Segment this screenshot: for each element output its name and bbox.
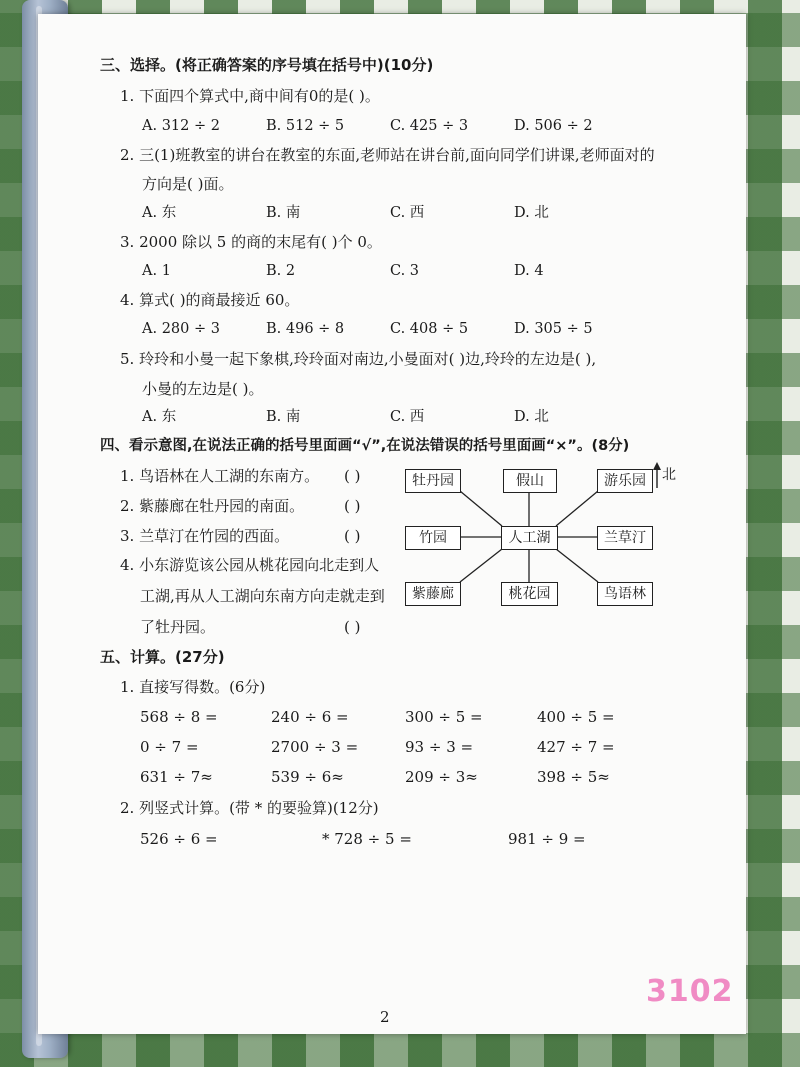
watermark-text: 3102	[646, 974, 734, 1009]
q1-option-d: D. 506 ÷ 2	[514, 118, 593, 134]
q3-option-d: D. 4	[514, 263, 544, 279]
q5-option-b: B. 南	[266, 409, 301, 425]
q5-option-a: A. 东	[142, 409, 177, 425]
calc-r3-c4: 398 ÷ 5≈	[537, 768, 610, 786]
s4-bracket-2: ( )	[344, 497, 361, 515]
q2-option-d: D. 北	[514, 205, 549, 221]
q3-text: 3. 2000 除以 5 的商的末尾有( )个 0。	[120, 233, 382, 251]
north-arrow-icon	[653, 462, 661, 488]
section3-title: 三、选择。(将正确答案的序号填在括号中)(10分)	[100, 56, 434, 74]
s4-bracket-4: ( )	[344, 618, 361, 636]
map-node-orchid-islet: 兰草汀	[597, 526, 653, 550]
q1-option-b: B. 512 ÷ 5	[266, 118, 345, 134]
s4-statement-4-line2: 工湖,再从人工湖向东南方向走就走到	[140, 587, 385, 605]
s4-statement-3: 3. 兰草汀在竹园的西面。	[120, 527, 290, 545]
vertical-calc-2: * 728 ÷ 5 =	[322, 830, 412, 848]
calc-r2-c4: 427 ÷ 7 =	[537, 738, 615, 756]
calc-r1-c2: 240 ÷ 6 =	[271, 708, 349, 726]
vertical-calc-3: 981 ÷ 9 =	[508, 830, 586, 848]
calc-r1-c4: 400 ÷ 5 =	[537, 708, 615, 726]
q3-option-b: B. 2	[266, 263, 296, 279]
section5-title: 五、计算。(27分)	[100, 648, 225, 666]
calc-r3-c3: 209 ÷ 3≈	[405, 768, 478, 786]
calc-r3-c1: 631 ÷ 7≈	[140, 768, 213, 786]
s4-statement-2: 2. 紫藤廊在牡丹园的南面。	[120, 497, 305, 515]
q2-text-line2: 方向是( )面。	[142, 175, 234, 193]
vertical-calc-1: 526 ÷ 6 =	[140, 830, 218, 848]
q5-option-d: D. 北	[514, 409, 549, 425]
q1-text: 1. 下面四个算式中,商中间有0的是( )。	[120, 87, 380, 105]
q5-text-line2: 小曼的左边是( )。	[142, 380, 264, 398]
map-node-artificial-lake: 人工湖	[501, 526, 558, 550]
map-node-bamboo-garden: 竹园	[405, 526, 461, 550]
calc-r2-c3: 93 ÷ 3 =	[405, 738, 474, 756]
s4-statement-4-line3: 了牡丹园。	[140, 618, 216, 636]
q4-option-b: B. 496 ÷ 8	[266, 321, 345, 337]
q5-option-c: C. 西	[390, 409, 425, 425]
q2-option-b: B. 南	[266, 205, 301, 221]
q1-option-c: C. 425 ÷ 3	[390, 118, 469, 134]
s4-statement-4: 4. 小东游览该公园从桃花园向北走到人	[120, 556, 380, 574]
s5-part2-title: 2. 列竖式计算。(带 * 的要验算)(12分)	[120, 799, 379, 817]
north-label: 北	[662, 467, 676, 483]
map-node-peony-garden: 牡丹园	[405, 469, 461, 493]
calc-r2-c1: 0 ÷ 7 =	[140, 738, 199, 756]
page-number: 2	[380, 1008, 390, 1026]
calc-r1-c1: 568 ÷ 8 =	[140, 708, 218, 726]
s4-statement-1: 1. 鸟语林在人工湖的东南方。	[120, 467, 320, 485]
calc-r3-c2: 539 ÷ 6≈	[271, 768, 344, 786]
q2-option-a: A. 东	[142, 205, 177, 221]
s5-part1-title: 1. 直接写得数。(6分)	[120, 678, 266, 696]
map-node-rockery: 假山	[503, 469, 557, 493]
q3-option-a: A. 1	[142, 263, 171, 279]
q5-text: 5. 玲玲和小曼一起下象棋,玲玲面对南边,小曼面对( )边,玲玲的左边是( ),	[120, 350, 597, 368]
s4-bracket-3: ( )	[344, 527, 361, 545]
calc-r1-c3: 300 ÷ 5 =	[405, 708, 483, 726]
q4-option-a: A. 280 ÷ 3	[142, 321, 220, 337]
q2-text: 2. 三(1)班教室的讲台在教室的东面,老师站在讲台前,面向同学们讲课,老师面对的	[120, 146, 655, 164]
q3-option-c: C. 3	[390, 263, 420, 279]
q4-text: 4. 算式( )的商最接近 60。	[120, 291, 300, 309]
map-node-peach-garden: 桃花园	[501, 582, 558, 606]
q1-option-a: A. 312 ÷ 2	[142, 118, 220, 134]
calc-r2-c2: 2700 ÷ 3 =	[271, 738, 359, 756]
map-node-wisteria-corridor: 紫藤廊	[405, 582, 461, 606]
q4-option-d: D. 305 ÷ 5	[514, 321, 593, 337]
q4-option-c: C. 408 ÷ 5	[390, 321, 469, 337]
map-node-amusement-park: 游乐园	[597, 469, 653, 493]
section4-title: 四、看示意图,在说法正确的括号里面画“√”,在说法错误的括号里面画“×”。(8分)	[100, 438, 630, 454]
s4-bracket-1: ( )	[344, 467, 361, 485]
map-node-bird-forest: 鸟语林	[597, 582, 653, 606]
q2-option-c: C. 西	[390, 205, 425, 221]
